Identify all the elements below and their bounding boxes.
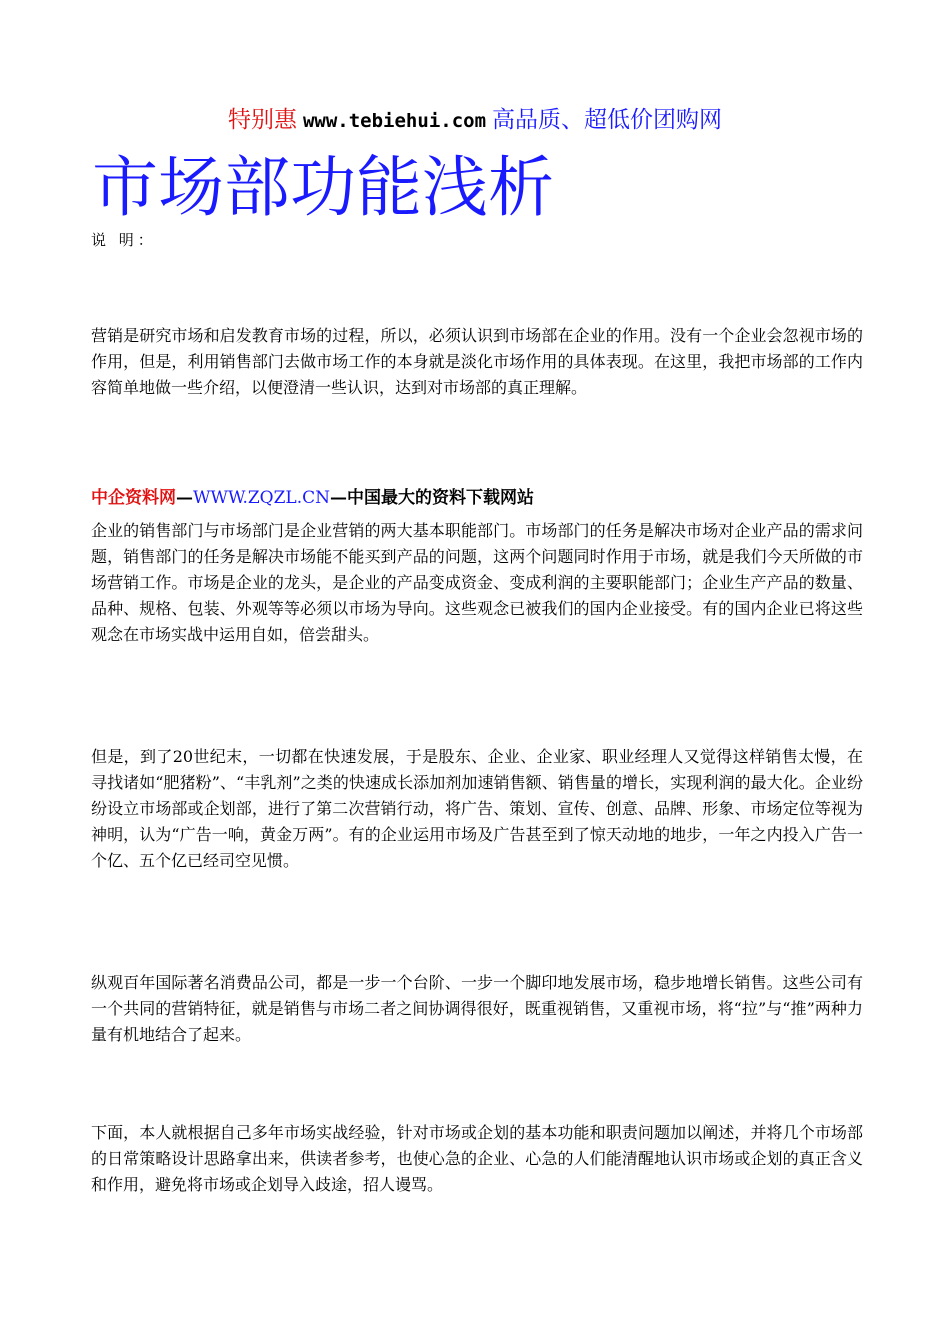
banner-url[interactable]: www.tebiehui.com	[302, 110, 487, 132]
promo-dash: —	[176, 488, 193, 508]
promo-line	[91, 485, 863, 511]
banner-brand: 特别惠	[227, 107, 297, 133]
note-label: 说 明：	[91, 231, 157, 249]
paragraph-departments: 企业的销售部门与市场部门是企业营销的两大基本职能部门。市场部门的任务是解决市场对企业产品的需求问题，销售部门的任务是解决市场能不能买到产品的问题，这两个问题同时作用于市场，就是我们今天所做的市场营销工作。市场是企业的龙头，是企业的产品变成资金、变成利润的主要职能部门；企业生产产品的数量、品种、规格、包装、外观等等必须以市场为导向。这些观念已被我们的国内企业接受。有的国内企业已将这些观念在市场实战中运用自如，倍尝甜头。	[91, 521, 863, 644]
paragraph-global-companies: 纵观百年国际著名消费品公司，都是一步一个台阶、一步一个脚印地发展市场，稳步地增长销售。这些公司有一个共同的营销特征，就是销售与市场二者之间协调得很好，既重视销售，又重视市场，将“拉”与“推”两种力量有机地结合了起来。	[91, 973, 863, 1044]
promo-dash: —	[330, 488, 347, 508]
paragraph-intro: 营销是研究市场和启发教育市场的过程，所以，必须认识到市场部在企业的作用。没有一个企业会忽视市场的作用，但是，利用销售部门去做市场工作的本身就是淡化市场作用的具体表现。在这里，我把市场部的工作内容简单地做一些介绍，以便澄清一些认识，达到对市场部的真正理解。	[91, 326, 863, 397]
promo-name: 中企资料网	[91, 488, 176, 508]
document-title: 市场部功能浅析	[92, 149, 554, 226]
promo-url[interactable]: WWW.ZQZL.CN	[193, 488, 330, 508]
site-banner	[0, 104, 950, 137]
promo-tagline: 中国最大的资料下载网站	[347, 488, 534, 508]
banner-slogan: 高品质、超低价团购网	[492, 107, 723, 133]
paragraph-20th-century: 但是，到了20世纪末，一切都在快速发展，于是股东、企业、企业家、职业经理人又觉得这样销售太慢，在寻找诸如“肥猪粉”、“丰乳剂”之类的快速成长添加剂加速销售额、销售量的增长，实现利润的最大化。企业纷纷设立市场部或企划部，进行了第二次营销行动，将广告、策划、宣传、创意、品牌、形象、市场定位等视为神明，认为“广告一响，黄金万两”。有的企业运用市场及广告甚至到了惊天动地的地步，一年之内投入广告一个亿、五个亿已经司空见惯。	[91, 747, 863, 870]
paragraph-conclusion: 下面，本人就根据自己多年市场实战经验，针对市场或企划的基本功能和职责问题加以阐述，并将几个市场部的日常策略设计思路拿出来，供读者参考，也使心急的企业、心急的人们能清醒地认识市场或企划的真正含义和作用，避免将市场或企划导入歧途，招人谩骂。	[91, 1123, 863, 1194]
